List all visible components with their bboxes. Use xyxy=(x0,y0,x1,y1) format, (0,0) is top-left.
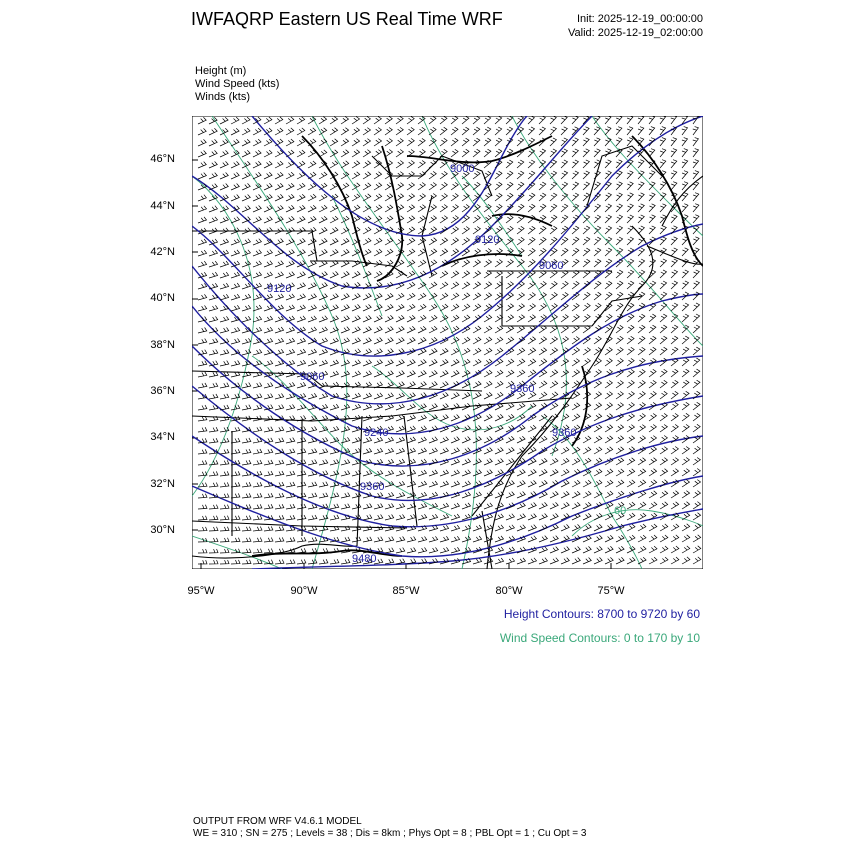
lat-label: 44°N xyxy=(150,200,175,212)
model-footer: OUTPUT FROM WRF V4.6.1 MODEL xyxy=(193,816,362,827)
lon-label: 85°W xyxy=(392,585,420,597)
height-contours-legend: Height Contours: 8700 to 9720 by 60 xyxy=(503,607,700,621)
map-canvas xyxy=(192,116,703,569)
map-panel xyxy=(192,116,703,569)
init-time: Init: 2025-12-19_00:00:00 xyxy=(577,13,703,25)
legend-wind-speed: Wind Speed (kts) xyxy=(195,78,280,90)
contour-label: 9120 xyxy=(475,234,500,246)
contour-label: 9000 xyxy=(450,163,475,175)
legend-height: Height (m) xyxy=(195,65,247,77)
lon-label: 75°W xyxy=(597,585,625,597)
model-config-footer: WE = 310 ; SN = 275 ; Levels = 38 ; Dis = 8km ; Phys Opt = 8 ; PBL Opt = 1 ; Cu Opt = 3 xyxy=(193,828,587,839)
contour-label: 9480 xyxy=(352,553,377,565)
lat-label: 34°N xyxy=(150,431,175,443)
lon-label: 95°W xyxy=(187,585,215,597)
contour-label: 9240 xyxy=(364,427,389,439)
map-title: IWFAQRP Eastern US Real Time WRF xyxy=(191,9,503,29)
lat-label: 30°N xyxy=(150,524,175,536)
legend-winds: Winds (kts) xyxy=(195,91,250,103)
lat-label: 42°N xyxy=(150,246,175,258)
contour-label: 9360 xyxy=(552,427,577,439)
contour-label: 9060 xyxy=(539,260,564,272)
contour-label: 9060 xyxy=(300,371,325,383)
lon-label: 80°W xyxy=(495,585,523,597)
lon-label: 90°W xyxy=(290,585,318,597)
contour-label: 9360 xyxy=(360,481,385,493)
valid-time: Valid: 2025-12-19_02:00:00 xyxy=(568,27,703,39)
lat-label: 36°N xyxy=(150,385,175,397)
contour-label: 9120 xyxy=(267,283,292,295)
contour-label: 60 xyxy=(614,505,627,517)
lat-label: 46°N xyxy=(150,153,175,165)
lat-label: 38°N xyxy=(150,339,175,351)
lat-label: 32°N xyxy=(150,478,175,490)
wind-contours-legend: Wind Speed Contours: 0 to 170 by 10 xyxy=(499,631,700,645)
lat-label: 40°N xyxy=(150,292,175,304)
contour-label: 9360 xyxy=(510,383,535,395)
